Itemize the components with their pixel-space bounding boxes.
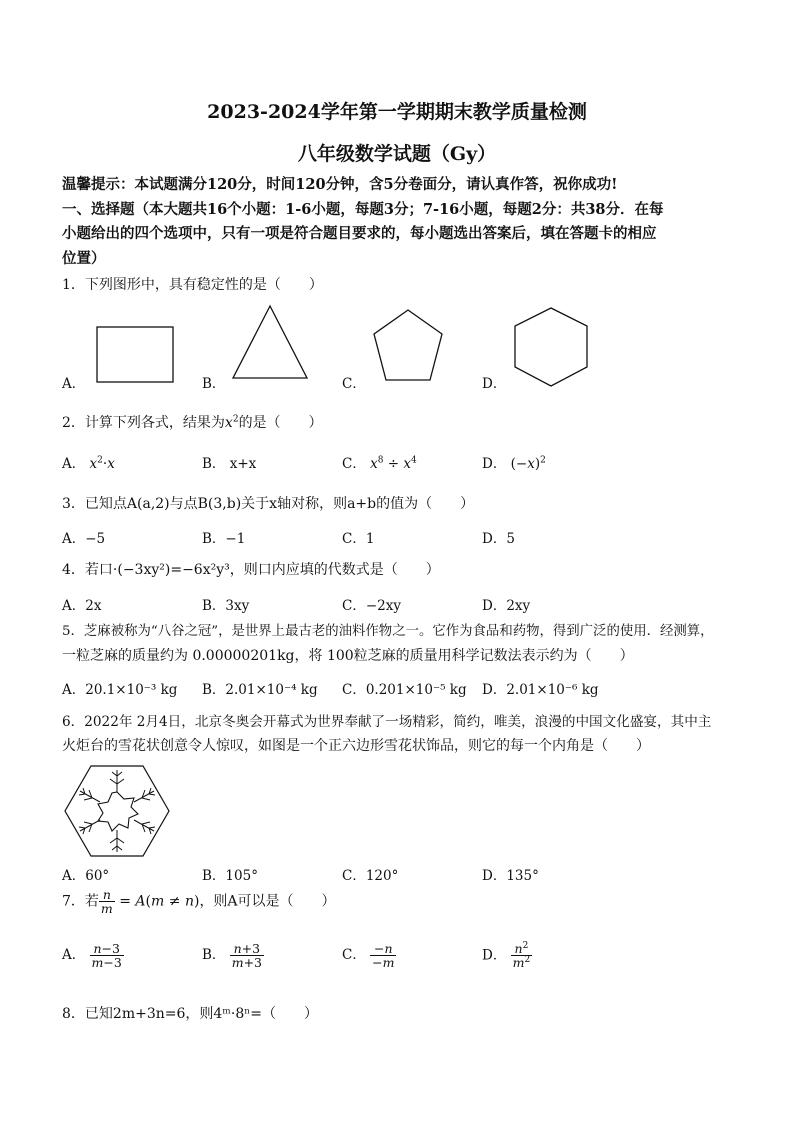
q2-option-a: A． $x^2\cdot x$ bbox=[62, 455, 115, 472]
pentagon-shape bbox=[374, 310, 442, 380]
q1-option-a: A． bbox=[62, 376, 86, 392]
triangle-shape bbox=[233, 306, 307, 378]
question-3-stem: 3．已知点A(a,2)与点B(3,b)关于x轴对称，则a+b的值为（ ） bbox=[62, 496, 475, 512]
q1-option-b: B． bbox=[202, 376, 226, 392]
snowflake-hexagon-figure bbox=[62, 762, 172, 860]
q1-option-d: D． bbox=[482, 376, 507, 392]
q6-option-b: B．105° bbox=[202, 868, 258, 884]
q5-option-d: D．2.01×10⁻⁶ kg bbox=[482, 682, 599, 698]
q7-option-d: D． $\frac{n^2}{m^2}$ bbox=[482, 941, 531, 971]
q4-option-b: B．3xy bbox=[202, 598, 250, 614]
q5-option-a: A．20.1×10⁻³ kg bbox=[62, 682, 178, 698]
q6-option-d: D．135° bbox=[482, 868, 539, 884]
question-5-line2: 一粒芝麻的质量约为 0.00000201kg，将 100粒芝麻的质量用科学记数法表示约为（ ） bbox=[62, 648, 634, 664]
question-6-line2: 火炬台的雪花状创意令人惊叹，如图是一个正六边形雪花状饰品，则它的每一个内角是（ ） bbox=[62, 738, 650, 754]
question-8-stem: 8．已知2m+3n=6，则4ᵐ·8ⁿ=（ ） bbox=[62, 1006, 319, 1022]
q2-option-d: D． $(-x)^2$ bbox=[482, 455, 546, 472]
q7-option-a: A． $\frac{n-3}{m-3}$ bbox=[62, 941, 122, 971]
q4-option-a: A．2x bbox=[62, 598, 102, 614]
section-heading-line2: 小题给出的四个选项中，只有一项是符合题目要求的，每小题选出答案后，填在答题卡的相应 bbox=[62, 225, 657, 242]
question-6-line1: 6．2022年 2月4日，北京冬奥会开幕式为世界奉献了一场精彩，简约，唯美，浪漫的中国文化盛宴，其中主 bbox=[62, 714, 712, 730]
q7-option-c: C． $\frac{-n}{-m}$ bbox=[342, 941, 395, 971]
q1-option-c: C． bbox=[342, 376, 366, 392]
q3-option-b: B．−1 bbox=[202, 531, 246, 547]
q1-shapes bbox=[0, 300, 794, 390]
question-5-line1: 5．芝麻被称为“八谷之冠”，是世界上最古老的油料作物之一。它作为食品和药物，得到广泛的使用．经测算， bbox=[62, 624, 714, 639]
question-4-stem: 4．若口·(−3xy²)=−6x²y³，则口内应填的代数式是（ ） bbox=[62, 562, 440, 578]
q6-option-a: A．60° bbox=[62, 868, 110, 884]
question-1-stem: 1．下列图形中，具有稳定性的是（ ） bbox=[62, 277, 323, 293]
question-7-stem: 7．若 $\frac{n}{m}$ = A(m ≠ n)，则A可以是（ ） bbox=[62, 887, 336, 917]
rectangle-shape bbox=[97, 327, 173, 382]
question-2-stem: 2．计算下列各式，结果为$x^2$的是（ ） bbox=[62, 414, 323, 431]
q4-option-c: C．−2xy bbox=[342, 598, 401, 614]
exam-subtitle: 八年级数学试题（Gy） bbox=[297, 143, 497, 165]
q4-option-d: D．2xy bbox=[482, 598, 531, 614]
q2-option-c: C． $x^8 \div x^4$ bbox=[342, 455, 417, 472]
notice: 温馨提示：本试题满分120分，时间120分钟，含5分卷面分，请认真作答，祝你成功! bbox=[62, 176, 618, 193]
q3-option-c: C．1 bbox=[342, 531, 375, 547]
q3-option-a: A．−5 bbox=[62, 531, 106, 547]
q6-option-c: C．120° bbox=[342, 868, 399, 884]
q5-option-c: C．0.201×10⁻⁵ kg bbox=[342, 682, 467, 698]
q7-option-b: B． $\frac{n+3}{m+3}$ bbox=[202, 941, 263, 971]
exam-title: 2023-2024学年第一学期期末教学质量检测 bbox=[207, 101, 587, 123]
hexagon-shape bbox=[515, 308, 587, 386]
section-heading-line1: 一、选择题（本大题共16个小题：1-6小题，每题3分；7-16小题，每题2分：共38分．在每 bbox=[62, 201, 664, 218]
q5-option-b: B．2.01×10⁻⁴ kg bbox=[202, 682, 318, 698]
section-heading-line3: 位置） bbox=[62, 250, 106, 267]
q2-option-b: B． x+x bbox=[202, 456, 257, 472]
q3-option-d: D．5 bbox=[482, 531, 515, 547]
